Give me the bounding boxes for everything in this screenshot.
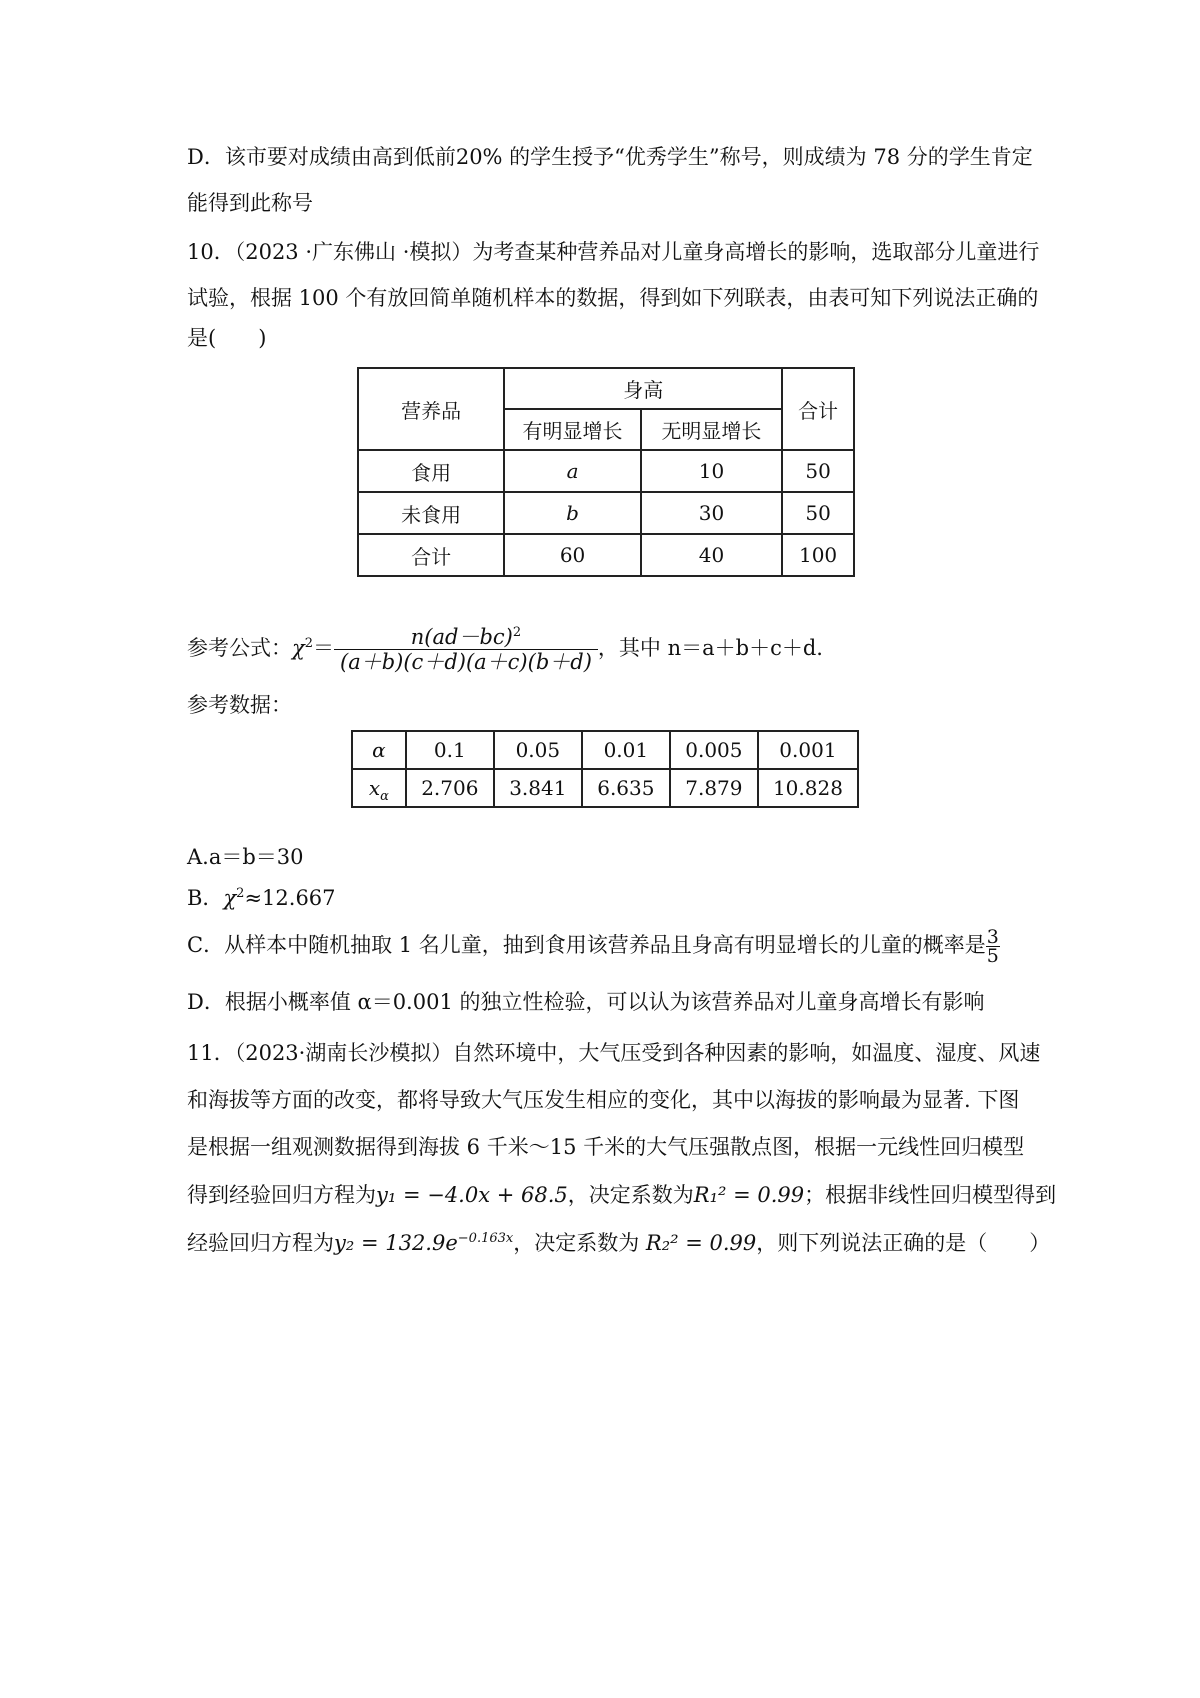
table-row (358, 492, 854, 534)
alpha-header: α (352, 731, 406, 769)
x-alpha-cell: 3.841 (494, 769, 582, 807)
table-row (352, 769, 858, 807)
header-height: 身高 (504, 368, 782, 409)
alpha-cell: 0.05 (494, 731, 582, 769)
header-nutrition: 营养品 (358, 368, 504, 450)
cell-no-increase: 30 (641, 492, 782, 534)
cell-increase: 60 (504, 534, 640, 576)
alpha-cell: 0.1 (406, 731, 494, 769)
cell-increase: b (504, 492, 640, 534)
reference-data-label: 参考数据： (187, 693, 292, 717)
formula-lhs: $\chi^2=$ (292, 636, 335, 660)
table-row (358, 534, 854, 576)
cell-total: 50 (782, 492, 854, 534)
x-alpha-cell: 2.706 (406, 769, 494, 807)
q10-stem-line1: 10．（2023 ·广东佛山 ·模拟）为考查某种营养品对儿童身高增长的影响，选取部分儿童进行 (187, 240, 1040, 264)
reference-formula (187, 618, 823, 678)
q10-option-d: D．根据小概率值 α＝0.001 的独立性检验，可以认为该营养品对儿童身高增长有影响 (187, 990, 985, 1014)
regression-equation-1: y₁ = −4.0x + 68.5 (376, 1183, 568, 1207)
row-label: 合计 (358, 534, 504, 576)
q10-stem-line2: 试验，根据 100 个有放回简单随机样本的数据，得到如下列联表，由表可知下列说法正确的 (187, 286, 1039, 310)
cell-no-increase: 40 (641, 534, 782, 576)
alpha-cell: 0.005 (670, 731, 758, 769)
q9-option-d-line1: D．该市要对成绩由高到低前20% 的学生授予“优秀学生”称号，则成绩为 78 分的学生肯定 (187, 145, 1033, 169)
formula-tail: ，其中 n＝a＋b＋c＋d. (597, 636, 823, 660)
subheader-no-increase: 无明显增长 (641, 409, 782, 450)
alpha-cell: 0.01 (582, 731, 670, 769)
probability-fraction: $\frac{3}{5}$ (986, 926, 999, 967)
q11-line5: 经验回归方程为$y_2 = 132.9e^{-0.163x}$，决定系数为 R₂² = 0.99，则下列说法正确的是（ ） (187, 1231, 1051, 1255)
r-squared-1: R₁² = 0.99 (693, 1183, 805, 1207)
formula-fraction: $\frac{n(ad-bc)^2}{(a+b)(c+d)(a+c)(b+d)}$ (334, 625, 598, 674)
q11-line3: 是根据一组观测数据得到海拔 6 千米～15 千米的大气压强散点图，根据一元线性回归模型 (187, 1135, 1025, 1159)
row-label: 未食用 (358, 492, 504, 534)
row-label: 食用 (358, 450, 504, 492)
r-squared-2: R₂² = 0.99 (645, 1231, 757, 1255)
cell-increase: a (504, 450, 640, 492)
x-alpha-cell: 7.879 (670, 769, 758, 807)
x-alpha-cell: 6.635 (582, 769, 670, 807)
table-row (358, 450, 854, 492)
q11-line2: 和海拔等方面的改变，都将导致大气压发生相应的变化，其中以海拔的影响最为显著. 下图 (187, 1088, 1020, 1112)
cell-no-increase: 10 (641, 450, 782, 492)
q11-line4: 得到经验回归方程为y₁ = −4.0x + 68.5，决定系数为R₁² = 0.99；根据非线性回归模型得到 (187, 1183, 1057, 1207)
reference-data-table (351, 730, 859, 808)
regression-equation-2: $y_2 = 132.9e^{-0.163x}$ (334, 1231, 514, 1255)
q10-option-a: A.a＝b＝30 (187, 845, 304, 869)
q10-stem-line3: 是( ) (187, 326, 267, 350)
q9-option-d-line2: 能得到此称号 (187, 191, 313, 215)
q11-line1: 11．（2023·湖南长沙模拟）自然环境中，大气压受到各种因素的影响，如温度、湿度、风速 (187, 1041, 1041, 1065)
subheader-increase: 有明显增长 (504, 409, 640, 450)
q10-option-c: C．从样本中随机抽取 1 名儿童，抽到食用该营养品且身高有明显增长的儿童的概率是 $\frac{3}{5}$ (187, 926, 999, 967)
table-row (352, 731, 858, 769)
header-total: 合计 (782, 368, 854, 450)
x-alpha-header: $x_\alpha$ (352, 769, 406, 807)
contingency-table (357, 367, 855, 577)
alpha-cell: 0.001 (758, 731, 858, 769)
cell-total: 50 (782, 450, 854, 492)
q10-option-b: B．$\chi^2\approx 12.667$ (187, 886, 336, 910)
cell-total: 100 (782, 534, 854, 576)
x-alpha-cell: 10.828 (758, 769, 858, 807)
formula-label: 参考公式： (187, 636, 292, 660)
